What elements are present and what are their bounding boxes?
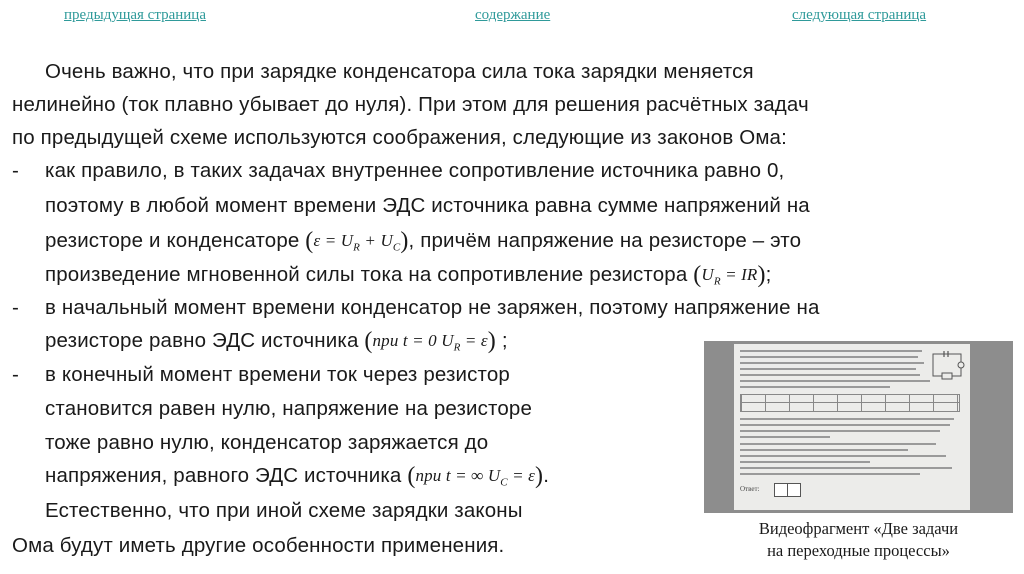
video-answer-label: Ответ: [740, 485, 760, 493]
bullet-dash-2: - [12, 296, 19, 319]
bullet-1-line-4 [45, 262, 772, 294]
answer-box-1 [774, 483, 788, 497]
bullet-1-line-4-tail: ; [765, 263, 772, 286]
contents-link[interactable]: содержание [475, 7, 551, 23]
video-caption [704, 518, 1013, 562]
video-thumbnail[interactable] [704, 341, 1013, 513]
bullet-2-line-2 [45, 328, 508, 360]
paragraph-line-1: Очень важно, что при зарядке конденсатора сила тока зарядки меняется [45, 60, 754, 83]
next-page-link[interactable]: следующая страница [792, 7, 927, 23]
bullet-2-line-1: в начальный момент времени конденсатор не заряжен, поэтому напряжение на [45, 296, 820, 319]
bullet-3-line-3: тоже равно нулю, конденсатор заряжается до [45, 431, 489, 454]
closing-line-1: Естественно, что при иной схеме зарядки законы [45, 499, 523, 522]
bullet-1-line-2: поэтому в любой момент времени ЭДС источника равна сумме напряжений на [45, 194, 810, 217]
bullet-3-line-4-tail: . [543, 464, 550, 487]
prev-page-link[interactable]: предыдущая страница [64, 7, 206, 23]
bullet-3-line-2: становится равен нулю, напряжение на резисторе [45, 397, 533, 420]
closing-line-2: Ома будут иметь другие особенности применения. [12, 534, 505, 557]
formula-ohm-resistor: $(U_R = IR)$ [693, 262, 766, 288]
video-data-table [740, 394, 960, 412]
circuit-diagram-icon [930, 348, 966, 382]
formula-final: (при t = ∞ $U_C = \varepsilon$) [407, 463, 544, 489]
bullet-3-line-1: в конечный момент времени ток через резистор [45, 363, 510, 386]
bullet-1-line-3-tail: , причём напряжение на резисторе – это [408, 229, 802, 252]
formula-initial: (при t = 0 $U_R = \varepsilon$) [364, 328, 496, 354]
bullet-2-line-2-tail: ; [501, 329, 508, 352]
bullet-1-line-3-text: резисторе и конденсаторе [45, 229, 300, 252]
bullet-dash-3: - [12, 363, 19, 386]
bullet-3-line-4-text: напряжения, равного ЭДС источника [45, 464, 402, 487]
bullet-3-line-4 [45, 463, 549, 495]
answer-box-2 [787, 483, 801, 497]
formula-emf-sum: $(\varepsilon = U_R + U_C)$ [305, 228, 409, 254]
video-caption-line-1: Видеофрагмент «Две задачи [758, 519, 959, 538]
bullet-1-line-4-text: произведение мгновенной силы тока на сопротивление резистора [45, 263, 688, 286]
paragraph-line-3: по предыдущей схеме используются соображения, следующие из законов Ома: [12, 126, 787, 149]
bullet-1-line-3 [45, 228, 801, 260]
paragraph-line-2: нелинейно (ток плавно убывает до нуля). При этом для решения расчётных задач [12, 93, 809, 116]
bullet-2-line-2-text: резисторе равно ЭДС источника [45, 329, 359, 352]
video-task-sheet [734, 344, 970, 510]
bullet-dash-1: - [12, 159, 19, 182]
video-caption-line-2: на переходные процессы» [767, 541, 950, 560]
bullet-1-line-1: как правило, в таких задачах внутреннее сопротивление источника равно 0, [45, 159, 785, 182]
